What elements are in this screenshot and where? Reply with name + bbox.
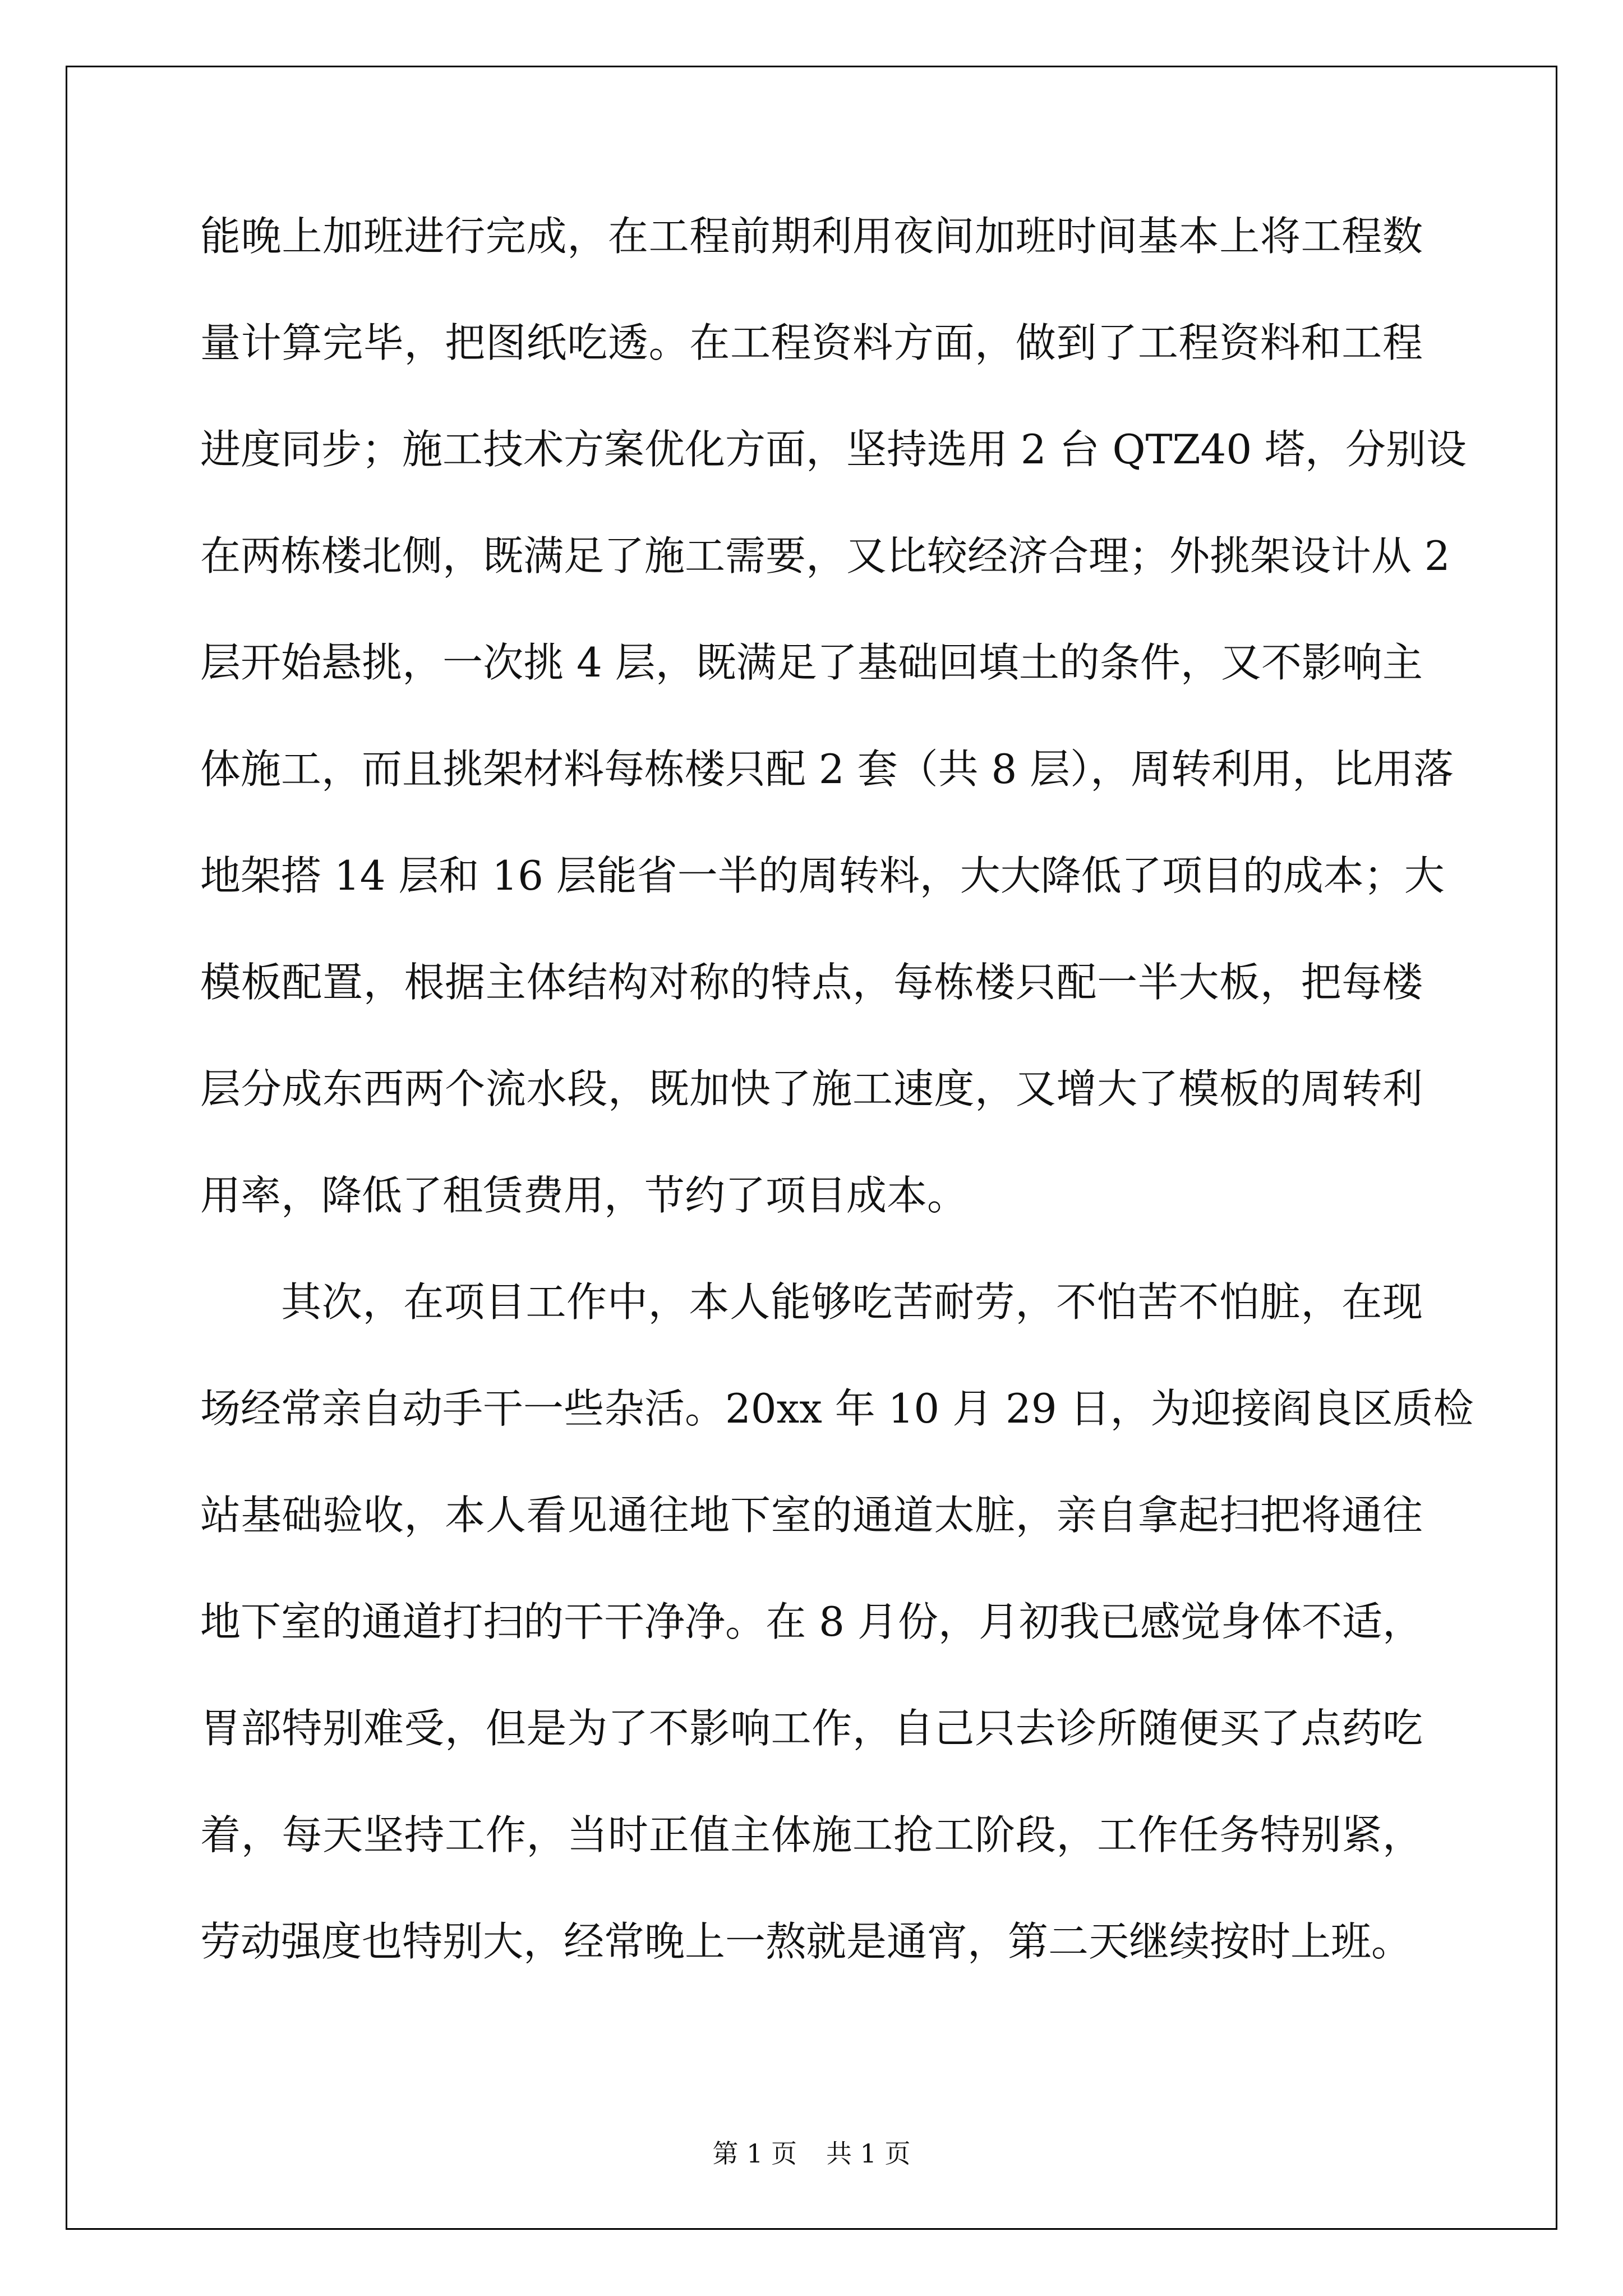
page-footer — [0, 2139, 1623, 2168]
text-line: 层分成东西两个流水段，既加快了施工速度，又增大了模板的周转利 — [200, 1065, 1423, 1112]
text-line: 地架搭 14 层和 16 层能省一半的周转料，大大降低了项目的成本；大 — [200, 852, 1445, 899]
text-line: 劳动强度也特别大，经常晚上一熬就是通宵，第二天继续按时上班。 — [200, 1918, 1412, 1965]
text-line: 层开始悬挑，一次挑 4 层，既满足了基础回填土的条件，又不影响主 — [200, 639, 1423, 686]
text-line: 着，每天坚持工作，当时正值主体施工抢工阶段，工作任务特别紧， — [200, 1811, 1423, 1858]
text-line: 进度同步；施工技术方案优化方面，坚持选用 2 台 QTZ40 塔，分别设 — [200, 426, 1467, 473]
text-line: 地下室的通道打扫的干干净净。在 8 月份，月初我已感觉身体不适， — [200, 1598, 1423, 1645]
document-body — [200, 213, 1474, 2028]
text-line: 量计算完毕，把图纸吃透。在工程资料方面，做到了工程资料和工程 — [200, 319, 1423, 366]
text-line: 体施工，而且挑架材料每栋楼只配 2 套（共 8 层），周转利用，比用落 — [200, 746, 1454, 793]
text-line: 模板配置，根据主体结构对称的特点，每栋楼只配一半大板，把每楼 — [200, 959, 1423, 1006]
page-number: 第 1 页 — [712, 2138, 797, 2169]
text-line: 胃部特别难受，但是为了不影响工作，自己只去诊所随便买了点药吃 — [200, 1705, 1423, 1752]
text-line: 场经常亲自动手干一些杂活。20xx 年 10 月 29 日，为迎接阎良区质检 — [200, 1385, 1474, 1432]
text-line: 站基础验收，本人看见通往地下室的通道太脏，亲自拿起扫把将通往 — [200, 1492, 1423, 1539]
text-line: 能晚上加班进行完成，在工程前期利用夜间加班时间基本上将工程数 — [200, 213, 1423, 260]
text-line: 在两栋楼北侧，既满足了施工需要，又比较经济合理；外挑架设计从 2 — [200, 532, 1450, 579]
text-line: 用率，降低了租赁费用，节约了项目成本。 — [200, 1172, 968, 1219]
text-line: 其次，在项目工作中，本人能够吃苦耐劳，不怕苦不怕脏，在现 — [281, 1278, 1423, 1326]
page-total: 共 1 页 — [826, 2138, 911, 2169]
